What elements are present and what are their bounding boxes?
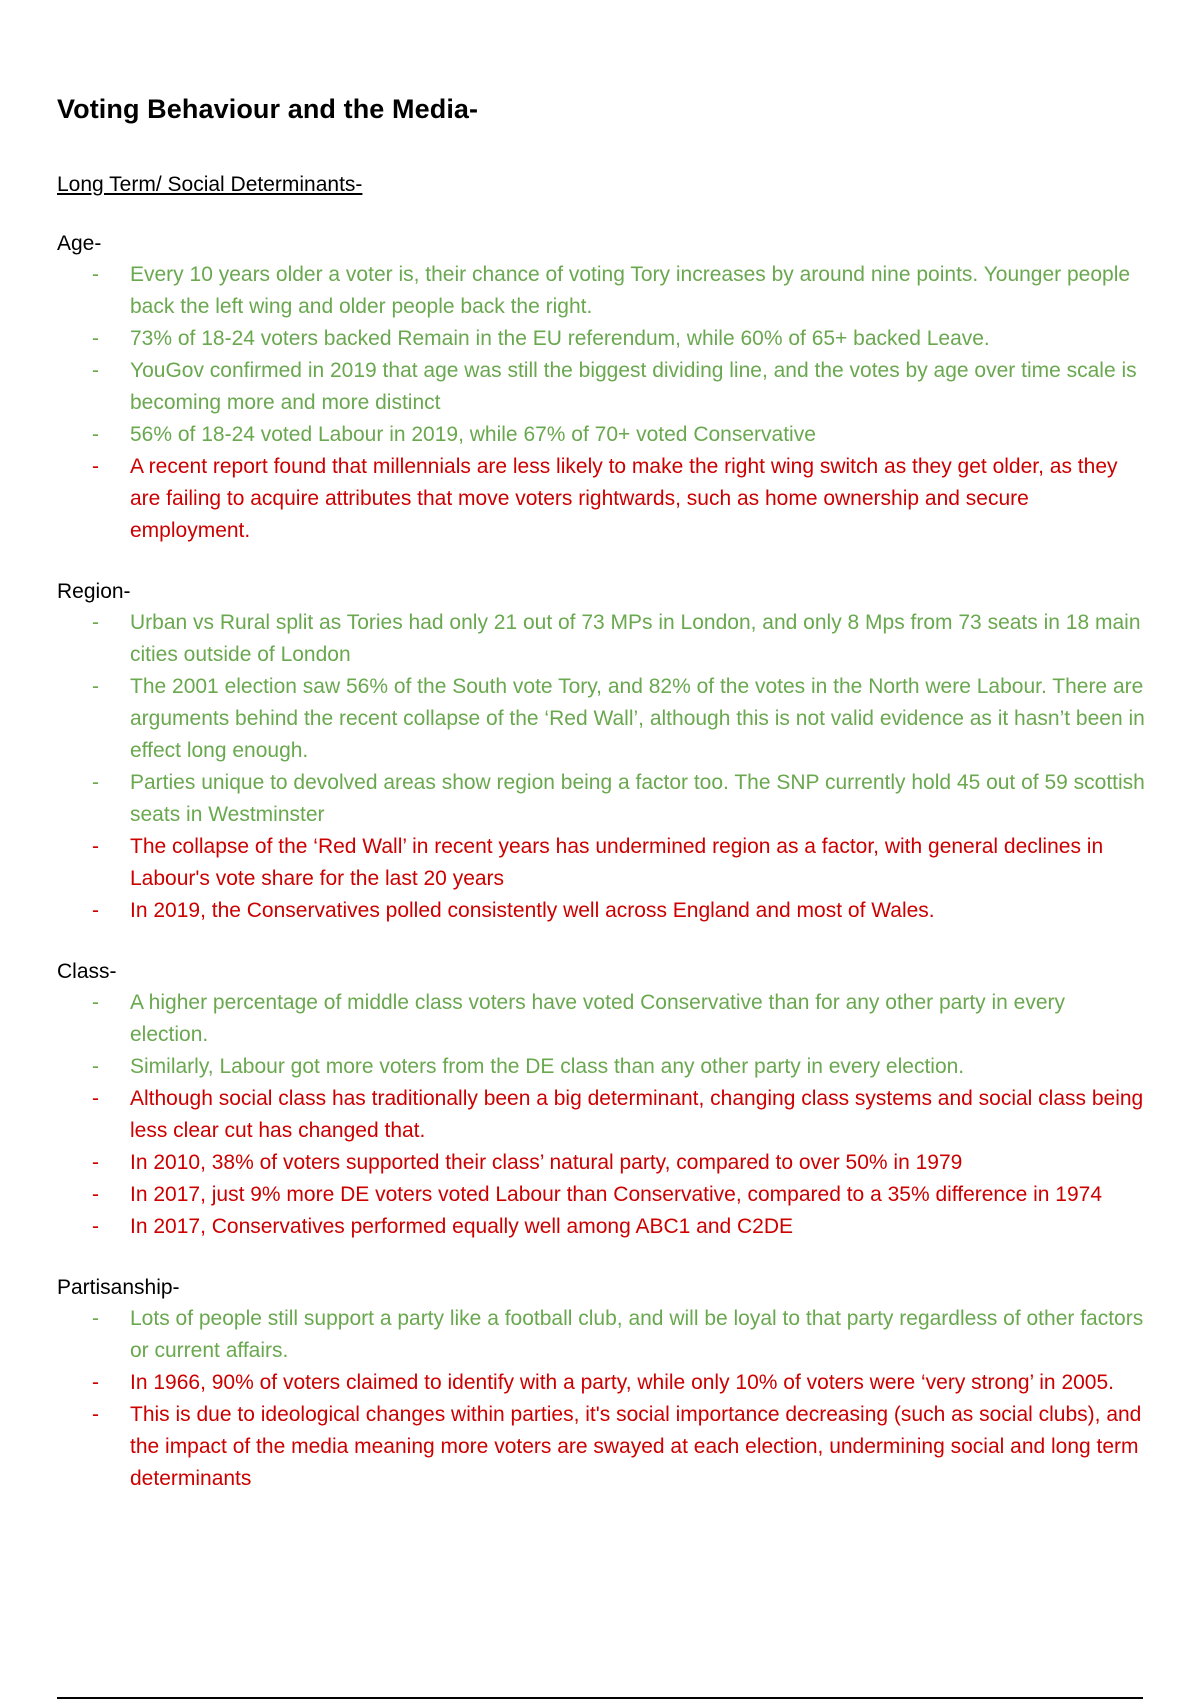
bullet-text: A recent report found that millennials are less likely to make the right wing switch as they get older, as they are failing to acquire attributes that move voters rightwards, such as home ownership and secure employment.	[130, 455, 1118, 542]
bullet-item-pro	[57, 607, 1147, 671]
bullet-list	[57, 259, 1147, 547]
bullet-dash-icon: -	[92, 1087, 99, 1110]
bullet-item-con	[57, 1211, 1147, 1243]
bullet-item-con	[57, 1179, 1147, 1211]
bullet-dash-icon: -	[92, 1183, 99, 1206]
bullet-dash-icon: -	[92, 611, 99, 634]
bullet-item-con	[57, 1399, 1147, 1495]
bullet-item-con	[57, 895, 1147, 927]
bullet-item-con	[57, 831, 1147, 895]
bullet-list	[57, 1303, 1147, 1495]
section-region	[57, 577, 1147, 927]
bullet-text: In 1966, 90% of voters claimed to identify with a party, while only 10% of voters were ‘very strong’ in 2005.	[130, 1371, 1114, 1394]
bullet-dash-icon: -	[92, 1307, 99, 1330]
sections-container	[57, 229, 1147, 1495]
bullet-item-pro	[57, 259, 1147, 323]
bullet-text: Urban vs Rural split as Tories had only 21 out of 73 MPs in London, and only 8 Mps from 73 seats in 18 main cities outside of London	[130, 611, 1141, 666]
bullet-text: In 2017, Conservatives performed equally well among ABC1 and C2DE	[130, 1215, 794, 1238]
section-heading: Class-	[57, 960, 117, 983]
bullet-item-pro	[57, 355, 1147, 419]
bullet-text: In 2019, the Conservatives polled consistently well across England and most of Wales.	[130, 899, 935, 922]
bullet-item-con	[57, 1367, 1147, 1399]
bullet-item-con	[57, 1147, 1147, 1179]
bullet-text: The 2001 election saw 56% of the South vote Tory, and 82% of the votes in the North were Labour. There are arguments behind the recent collapse of the ‘Red Wall’, although this is not valid evidence as it hasn’t been in effect long enough.	[130, 675, 1145, 762]
bullet-item-con	[57, 451, 1147, 547]
bullet-text: 56% of 18-24 voted Labour in 2019, while 67% of 70+ voted Conservative	[130, 423, 816, 446]
bullet-item-pro	[57, 671, 1147, 767]
bullet-item-pro	[57, 1303, 1147, 1367]
bullet-text: The collapse of the ‘Red Wall’ in recent years has undermined region as a factor, with general declines in Labour's vote share for the last 20 years	[130, 835, 1104, 890]
bottom-divider	[57, 1697, 1143, 1699]
bullet-dash-icon: -	[92, 359, 99, 382]
bullet-text: 73% of 18-24 voters backed Remain in the EU referendum, while 60% of 65+ backed Leave.	[130, 327, 990, 350]
section-class	[57, 957, 1147, 1243]
bullet-text: YouGov confirmed in 2019 that age was still the biggest dividing line, and the votes by age over time scale is becoming more and more distinct	[130, 359, 1137, 414]
bullet-text: In 2010, 38% of voters supported their class’ natural party, compared to over 50% in 1979	[130, 1151, 963, 1174]
bullet-list	[57, 607, 1147, 927]
section-heading: Region-	[57, 580, 131, 603]
bullet-text: In 2017, just 9% more DE voters voted Labour than Conservative, compared to a 35% difference in 1974	[130, 1183, 1103, 1206]
document-page	[57, 92, 1147, 1495]
bullet-item-pro	[57, 323, 1147, 355]
document-title: Voting Behaviour and the Media-	[57, 94, 479, 124]
bullet-dash-icon: -	[92, 835, 99, 858]
bullet-text: Parties unique to devolved areas show region being a factor too. The SNP currently hold 45 out of 59 scottish seats in Westminster	[130, 771, 1145, 826]
bullet-text: Similarly, Labour got more voters from the DE class than any other party in every election.	[130, 1055, 965, 1078]
bullet-dash-icon: -	[92, 1055, 99, 1078]
bullet-text: This is due to ideological changes within parties, it's social importance decreasing (such as social clubs), and the impact of the media meaning more voters are swayed at each election, undermining social and long term determinants	[130, 1403, 1142, 1490]
bullet-dash-icon: -	[92, 1151, 99, 1174]
bullet-text: Although social class has traditionally been a big determinant, changing class systems and social class being less clear cut has changed that.	[130, 1087, 1144, 1142]
section-heading: Age-	[57, 232, 102, 255]
bullet-dash-icon: -	[92, 675, 99, 698]
bullet-dash-icon: -	[92, 1371, 99, 1394]
bullet-item-pro	[57, 767, 1147, 831]
bullet-dash-icon: -	[92, 423, 99, 446]
bullet-dash-icon: -	[92, 1215, 99, 1238]
bullet-dash-icon: -	[92, 327, 99, 350]
bullet-dash-icon: -	[92, 991, 99, 1014]
bullet-dash-icon: -	[92, 771, 99, 794]
section-heading: Partisanship-	[57, 1276, 180, 1299]
bullet-text: Every 10 years older a voter is, their chance of voting Tory increases by around nine points. Younger people back the left wing and older people back the right.	[130, 263, 1131, 318]
section-partisanship	[57, 1273, 1147, 1495]
section-age	[57, 229, 1147, 547]
document-subtitle: Long Term/ Social Determinants-	[57, 173, 363, 196]
bullet-item-pro	[57, 419, 1147, 451]
bullet-dash-icon: -	[92, 455, 99, 478]
bullet-dash-icon: -	[92, 1403, 99, 1426]
bullet-text: Lots of people still support a party like a football club, and will be loyal to that party regardless of other factors or current affairs.	[130, 1307, 1144, 1362]
bullet-text: A higher percentage of middle class voters have voted Conservative than for any other party in every election.	[130, 991, 1066, 1046]
bullet-item-con	[57, 1083, 1147, 1147]
bullet-list	[57, 987, 1147, 1243]
bullet-dash-icon: -	[92, 263, 99, 286]
bullet-item-pro	[57, 987, 1147, 1051]
bullet-dash-icon: -	[92, 899, 99, 922]
bullet-item-pro	[57, 1051, 1147, 1083]
